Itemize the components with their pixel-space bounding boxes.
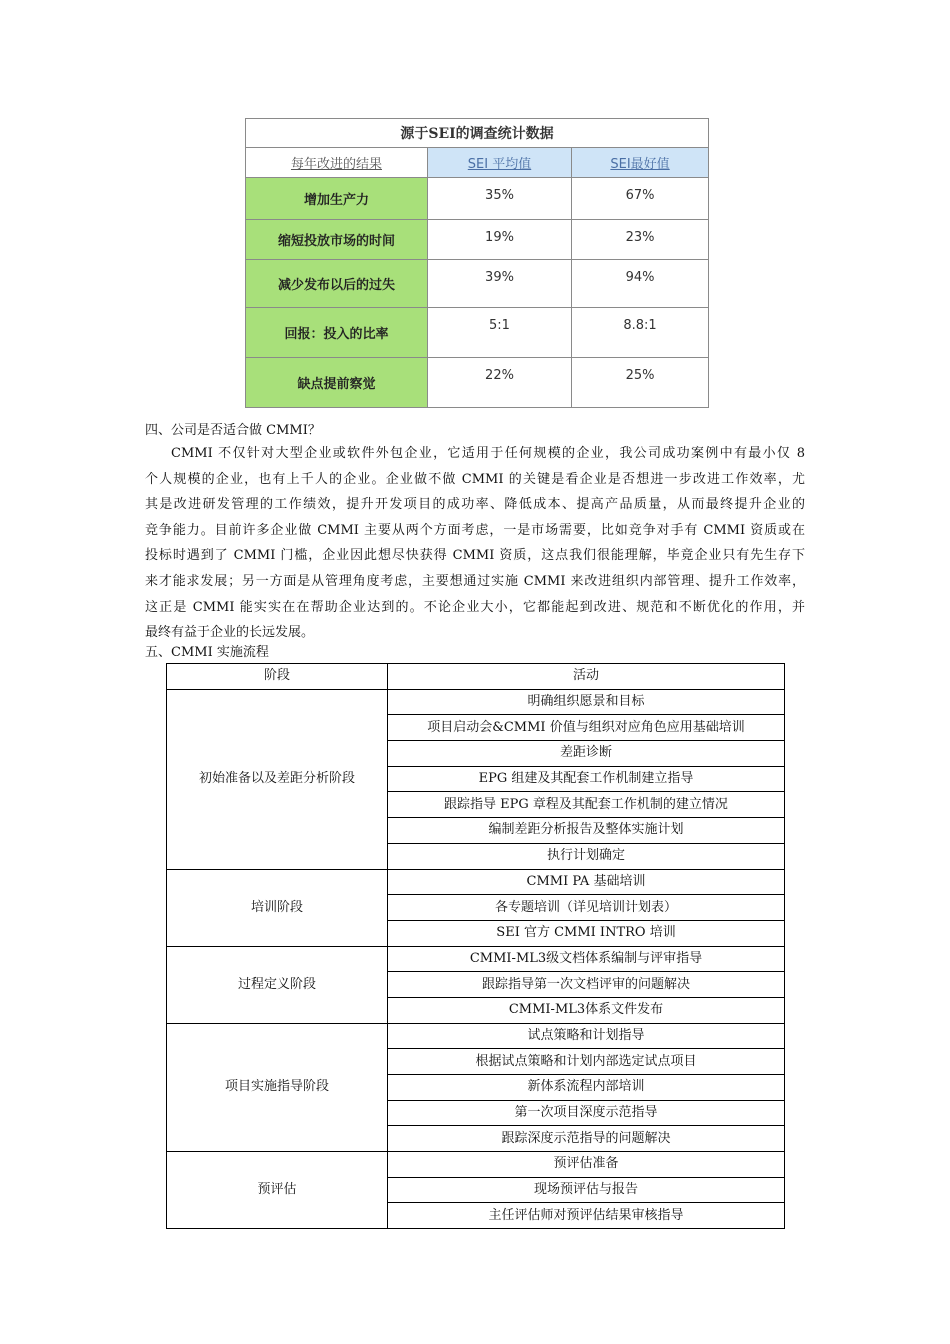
sei-row-label: 回报：投入的比率: [246, 308, 428, 358]
process-activity-cell: 各专题培训（详见培训计划表）: [388, 895, 785, 921]
process-activity-cell: 明确组织愿景和目标: [388, 689, 785, 715]
process-phase-cell: 过程定义阶段: [167, 946, 388, 1023]
process-activity-cell: 根据试点策略和计划内部选定试点项目: [388, 1049, 785, 1075]
sei-row-average: 35%: [428, 178, 572, 220]
process-header-activity: 活动: [388, 664, 785, 690]
sei-row-label: 缺点提前察觉: [246, 358, 428, 408]
process-activity-cell: CMMI-ML3级文档体系编制与评审指导: [388, 946, 785, 972]
process-row: [167, 1023, 785, 1049]
sei-table-row: [246, 308, 709, 358]
paragraph-line: 来才能求发展；另一方面是从管理角度考虑，主要想通过实施 CMMI 来改进组织内部管理、提升工作效率，: [145, 573, 805, 589]
paragraph-line: 最终有益于企业的长远发展。: [145, 625, 315, 641]
process-activity-cell: 现场预评估与报告: [388, 1177, 785, 1203]
process-activity-cell: EPG 组建及其配套工作机制建立指导: [388, 766, 785, 792]
sei-table-row: [246, 358, 709, 408]
process-phase-cell: 培训阶段: [167, 869, 388, 946]
section-5-heading: 五、CMMI 实施流程: [145, 645, 269, 660]
sei-row-best: 94%: [572, 260, 709, 308]
process-activity-cell: 主任评估师对预评估结果审核指导: [388, 1203, 785, 1229]
sei-row-average: 39%: [428, 260, 572, 308]
process-activity-cell: 项目启动会&CMMI 价值与组织对应角色应用基础培训: [388, 715, 785, 741]
sei-statistics-table: [245, 118, 709, 408]
process-activity-cell: 预评估准备: [388, 1152, 785, 1178]
process-activity-cell: 跟踪深度示范指导的问题解决: [388, 1126, 785, 1152]
sei-row-best: 8.8:1: [572, 308, 709, 358]
paragraph-line: 这正是 CMMI 能实实在在帮助企业达到的。不论企业大小，它都能起到改进、规范和不断优化的作用，并: [145, 599, 805, 615]
process-activity-cell: 差距诊断: [388, 741, 785, 767]
process-activity-cell: 跟踪指导 EPG 章程及其配套工作机制的建立情况: [388, 792, 785, 818]
sei-header-best: SEI最好值: [572, 148, 709, 178]
process-activity-cell: CMMI-ML3体系文件发布: [388, 997, 785, 1023]
sei-table-row: [246, 178, 709, 220]
cmmi-process-table: [166, 663, 785, 1229]
sei-row-label: 缩短投放市场的时间: [246, 220, 428, 260]
process-activity-cell: 跟踪指导第一次文档评审的问题解决: [388, 972, 785, 998]
sei-table-row: [246, 220, 709, 260]
paragraph-line: 投标时遇到了 CMMI 门槛，企业因此想尽快获得 CMMI 资质，这点我们很能理解，毕竟企业只有先生存下: [145, 548, 805, 564]
sei-header-average: SEI 平均值: [428, 148, 572, 178]
sei-row-best: 23%: [572, 220, 709, 260]
sei-table-row: [246, 260, 709, 308]
section-4-paragraph: [145, 441, 805, 646]
paragraph-line: 个人规模的企业，也有上千人的企业。企业做不做 CMMI 的关键是看企业是否想进一步改进工作效率，尤: [145, 471, 805, 487]
process-activity-cell: 第一次项目深度示范指导: [388, 1100, 785, 1126]
paragraph-line: 竞争能力。目前许多企业做 CMMI 主要从两个方面考虑，一是市场需要，比如竞争对手有 CMMI 资质或在: [145, 522, 805, 538]
process-row: [167, 869, 785, 895]
process-activity-cell: 新体系流程内部培训: [388, 1075, 785, 1101]
sei-row-average: 5:1: [428, 308, 572, 358]
process-phase-cell: 初始准备以及差距分析阶段: [167, 689, 388, 869]
process-row: [167, 1152, 785, 1178]
process-phase-cell: 项目实施指导阶段: [167, 1023, 388, 1151]
process-phase-cell: 预评估: [167, 1152, 388, 1229]
process-header-phase: 阶段: [167, 664, 388, 690]
paragraph-line: CMMI 不仅针对大型企业或软件外包企业，它适用于任何规模的企业，我公司成功案例中有最小仅 8: [171, 446, 805, 461]
sei-row-best: 67%: [572, 178, 709, 220]
process-row: [167, 689, 785, 715]
section-4-heading: 四、公司是否适合做 CMMI？: [145, 423, 321, 438]
paragraph-line: 其是改进研发管理的工作绩效，提升开发项目的成功率、降低成本、提高产品质量，从而最终提升企业的: [145, 497, 805, 513]
sei-row-label: 减少发布以后的过失: [246, 260, 428, 308]
process-row: [167, 946, 785, 972]
sei-row-average: 19%: [428, 220, 572, 260]
process-activity-cell: 编制差距分析报告及整体实施计划: [388, 818, 785, 844]
sei-row-average: 22%: [428, 358, 572, 408]
process-activity-cell: 执行计划确定: [388, 843, 785, 869]
sei-row-label: 增加生产力: [246, 178, 428, 220]
sei-row-best: 25%: [572, 358, 709, 408]
sei-table-title: 源于SEI的调查统计数据: [246, 119, 709, 148]
process-activity-cell: 试点策略和计划指导: [388, 1023, 785, 1049]
process-activity-cell: CMMI PA 基础培训: [388, 869, 785, 895]
process-activity-cell: SEI 官方 CMMI INTRO 培训: [388, 920, 785, 946]
sei-header-result: 每年改进的结果: [246, 148, 428, 178]
